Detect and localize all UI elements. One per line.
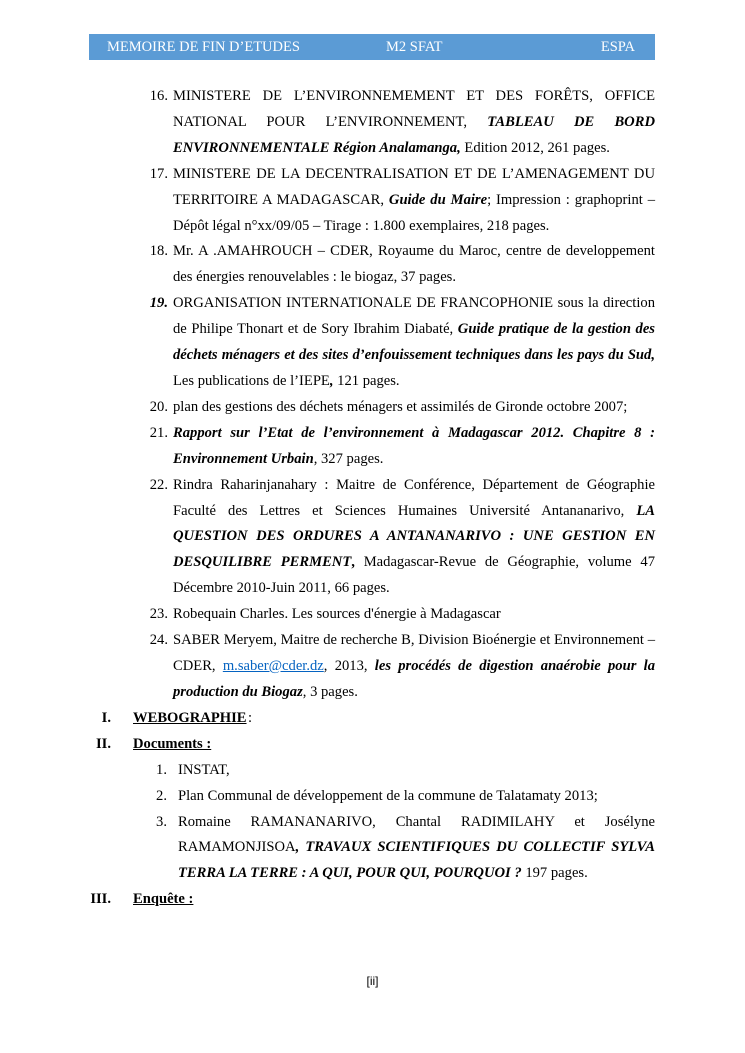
reference-item: [0, 602, 745, 628]
reference-details: , 327 pages.: [313, 450, 384, 467]
reference-text: Robequain Charles. Les sources d'énergie à Madagascar: [173, 606, 501, 623]
document-punctuation: ,: [295, 839, 300, 856]
page-header: [89, 34, 655, 60]
reference-item: [0, 628, 745, 706]
reference-number: 16.: [149, 88, 168, 104]
reference-title: les procédés de digestion anaérobie pour la production du Biogaz: [173, 657, 656, 700]
reference-details: Edition 2012, 261 pages.: [460, 139, 610, 156]
reference-item: [0, 421, 745, 473]
reference-item: [0, 395, 745, 421]
email-link[interactable]: m.saber@cder.dz: [222, 657, 324, 674]
reference-author: SABER Meryem, Maitre de recherche B, Division Bioénergie et Environnement – CDER,: [173, 632, 655, 674]
reference-details: Madagascar-Revue de Géographie, volume 47 Décembre 2010-Juin 2011, 66 pages.: [173, 554, 655, 597]
reference-author: MINISTERE DE LA DECENTRALISATION ET DE L’AMENAGEMENT DU TERRITOIRE A MADAGASCAR,: [173, 165, 655, 208]
header-program: M2 SFAT: [386, 39, 443, 55]
reference-number: 23.: [149, 606, 168, 623]
section-heading: [0, 732, 745, 758]
reference-pages: , 3 pages.: [302, 683, 358, 700]
reference-item: [0, 84, 745, 162]
reference-author: Rindra Raharinjanahary : Maitre de Conférence, Département de Géographie Faculté des Lettres et Sciences Humaines Université Antananarivo,: [173, 476, 655, 519]
reference-punctuation: ,: [329, 372, 334, 389]
header-school: ESPA: [600, 39, 635, 55]
reference-title: LA QUESTION DES ORDURES A ANTANANARIVO : UNE GESTION EN DESQUILIBRE PERMENT: [173, 502, 655, 571]
reference-number: 22.: [149, 476, 168, 493]
reference-item: [0, 291, 745, 395]
reference-details: ; Impression : graphoprint – Dépôt légal n°xx/09/05 – Tirage : 1.800 exemplaires, 218 pages.: [173, 191, 655, 234]
section-numeral: II.: [95, 735, 111, 752]
reference-item: [0, 162, 745, 240]
document-text: INSTAT,: [178, 761, 230, 778]
reference-punctuation: ,: [351, 554, 355, 571]
page-number: [ii]: [366, 974, 379, 988]
reference-title: TABLEAU DE BORD ENVIRONNEMENTALE Région Analamanga,: [173, 113, 655, 156]
section-label: Enquête :: [133, 891, 194, 908]
document-title: TRAVAUX SCIENTIFIQUES DU COLLECTIF SYLVA TERRA LA TERRE : A QUI, POUR QUI, POURQUOI ?: [178, 839, 655, 882]
reference-number: 19.: [149, 295, 168, 312]
document-number: 2.: [156, 787, 167, 804]
document-item: [0, 810, 745, 888]
reference-item: [0, 239, 745, 291]
section-label: WEBOGRAPHIE: [133, 709, 247, 726]
section-suffix: :: [248, 709, 253, 726]
document-text: Plan Communal de développement de la commune de Talatamaty 2013;: [178, 787, 598, 804]
reference-title: Rapport sur l’Etat de l’environnement à Madagascar 2012. Chapitre 8 : Environnement Urbain: [173, 424, 655, 467]
reference-item: [0, 473, 745, 603]
bibliography: [0, 84, 745, 913]
reference-title: Guide du Maire: [388, 191, 488, 208]
header-thesis-label: MEMOIRE DE FIN D’ETUDES: [107, 39, 300, 55]
reference-details: Les publications de l’IEPE: [173, 372, 330, 389]
section-label: Documents :: [133, 735, 212, 752]
reference-details: , 2013,: [323, 657, 375, 674]
section-heading: [0, 887, 745, 913]
reference-author: ORGANISATION INTERNATIONALE DE FRANCOPHONIE sous la direction de Philipe Thonart et de Sory Ibrahim Diabaté,: [173, 295, 655, 338]
document-number: 1.: [156, 761, 167, 778]
reference-author: MINISTERE DE L’ENVIRONNEMEMENT ET DES FORÊTS, OFFICE NATIONAL POUR L’ENVIRONNEMENT,: [173, 88, 655, 130]
reference-number: 17.: [149, 165, 168, 182]
document-number: 3.: [156, 813, 167, 830]
document-pages: 197 pages.: [521, 865, 588, 882]
reference-number: 21.: [149, 424, 168, 441]
reference-text: Mr. A .AMAHROUCH – CDER, Royaume du Maroc, centre de developpement des énergies renouvelables : le biogaz, 37 pages.: [173, 243, 655, 286]
document-authors: Romaine RAMANANARIVO, Chantal RADIMILAHY et Josélyne RAMAMONJISOA: [178, 813, 655, 856]
reference-number: 20.: [149, 398, 168, 415]
section-numeral: I.: [101, 709, 111, 726]
section-heading: [0, 706, 745, 732]
document-item: [0, 758, 745, 784]
reference-pages: 121 pages.: [333, 372, 400, 389]
reference-title: Guide pratique de la gestion des déchets ménagers et des sites d’enfouissement techniques dans les pays du Sud,: [173, 321, 655, 364]
reference-number: 24.: [149, 632, 168, 649]
document-item: [0, 784, 745, 810]
section-numeral: III.: [90, 891, 111, 908]
reference-text: plan des gestions des déchets ménagers et assimilés de Gironde octobre 2007;: [173, 398, 628, 415]
reference-number: 18.: [149, 243, 168, 260]
